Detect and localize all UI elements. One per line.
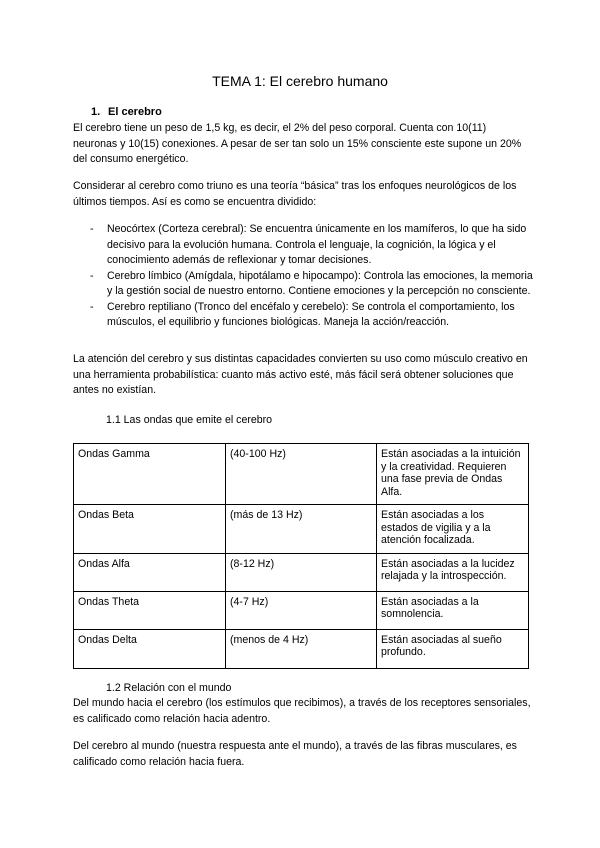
list-item — [73, 222, 533, 269]
table-row — [74, 591, 529, 629]
list-item — [73, 269, 533, 300]
table-row — [74, 505, 529, 554]
list-marker: - — [90, 300, 94, 313]
wave-frequency-cell: (8-12 Hz) — [226, 553, 377, 591]
wave-name-cell: Ondas Gamma — [74, 444, 226, 505]
wave-name-cell: Ondas Theta — [74, 591, 226, 629]
page-title: TEMA 1: El cerebro humano — [212, 73, 388, 89]
wave-name-cell: Ondas Delta — [74, 629, 226, 668]
paragraph-intro: El cerebro tiene un peso de 1,5 kg, es decir, el 2% del peso corporal. Cuenta con 10(11) neuronas y 10(15) conexiones. A pesar de ser tan solo un 15% consciente este supone un 20% del consumo energético. — [73, 122, 522, 165]
section-number: 1. — [91, 106, 101, 118]
wave-frequency-cell: (menos de 4 Hz) — [226, 629, 377, 668]
wave-description-cell: Están asociadas a la lucidez relajada y la introspección. — [377, 553, 529, 591]
wave-name-cell: Ondas Alfa — [74, 553, 226, 591]
wave-frequency-cell: (más de 13 Hz) — [226, 505, 377, 554]
paragraph-inward: Del mundo hacia el cerebro (los estímulos que recibimos), a través de los receptores sensoriales, es calificado como relación hacia adentro. — [73, 697, 531, 725]
section-heading — [91, 106, 162, 118]
wave-description-cell: Están asociadas a los estados de vigilia y a la atención focalizada. — [377, 505, 529, 554]
table-row — [74, 553, 529, 591]
paragraph-attention: La atención del cerebro y sus distintas capacidades convierten su uso como músculo creativo en una herramienta probabilística: cuanto más activo esté, más fácil será obtener soluciones que antes no existían. — [73, 353, 528, 396]
paragraph-outward: Del cerebro al mundo (nuestra respuesta ante el mundo), a través de las fibras musculares, es calificado como relación hacia fuera. — [73, 740, 517, 768]
wave-description-cell: Están asociadas a la somnolencia. — [377, 591, 529, 629]
table-row — [74, 629, 529, 668]
list-marker: - — [90, 269, 94, 282]
section-heading-text: El cerebro — [108, 106, 162, 118]
subsection-heading-relation: 1.2 Relación con el mundo — [106, 682, 232, 694]
list-item-text: Neocórtex (Corteza cerebral): Se encuentra únicamente en los mamíferos, lo que ha sido decisivo para la evolución humana. Controla el lenguaje, la cognición, la lógica y el conocimiento además de reflexionar y tomar decisiones. — [107, 223, 527, 266]
list-marker: - — [90, 223, 94, 235]
wave-frequency-cell: (4-7 Hz) — [226, 591, 377, 629]
list-item — [73, 300, 533, 331]
paragraph-triune: Considerar al cerebro como triuno es una teoría “básica” tras los enfoques neurológicos de los últimos tiempos. Así es como se encuentra dividido: — [73, 180, 517, 208]
brain-waves-table — [73, 443, 529, 669]
wave-description-cell: Están asociadas al sueño profundo. — [377, 629, 529, 668]
subsection-heading-waves: 1.1 Las ondas que emite el cerebro — [106, 414, 273, 426]
list-item-text: Cerebro límbico (Amígdala, hipotálamo e hipocampo): Controla las emociones, la memoria y la gestión social de nuestro entorno. Contiene emociones y la percepción no consciente. — [107, 269, 533, 297]
list-item-text: Cerebro reptiliano (Tronco del encéfalo y cerebelo): Se controla el comportamiento, los músculos, el equilibrio y funciones biológicas. Maneja la acción/reacción. — [107, 300, 515, 328]
wave-name-cell: Ondas Beta — [74, 505, 226, 554]
table-row — [74, 444, 529, 505]
wave-frequency-cell: (40-100 Hz) — [226, 444, 377, 505]
brain-parts-list — [73, 222, 533, 331]
wave-description-cell: Están asociadas a la intuición y la creatividad. Requieren una fase previa de Ondas Alfa. — [377, 444, 529, 505]
